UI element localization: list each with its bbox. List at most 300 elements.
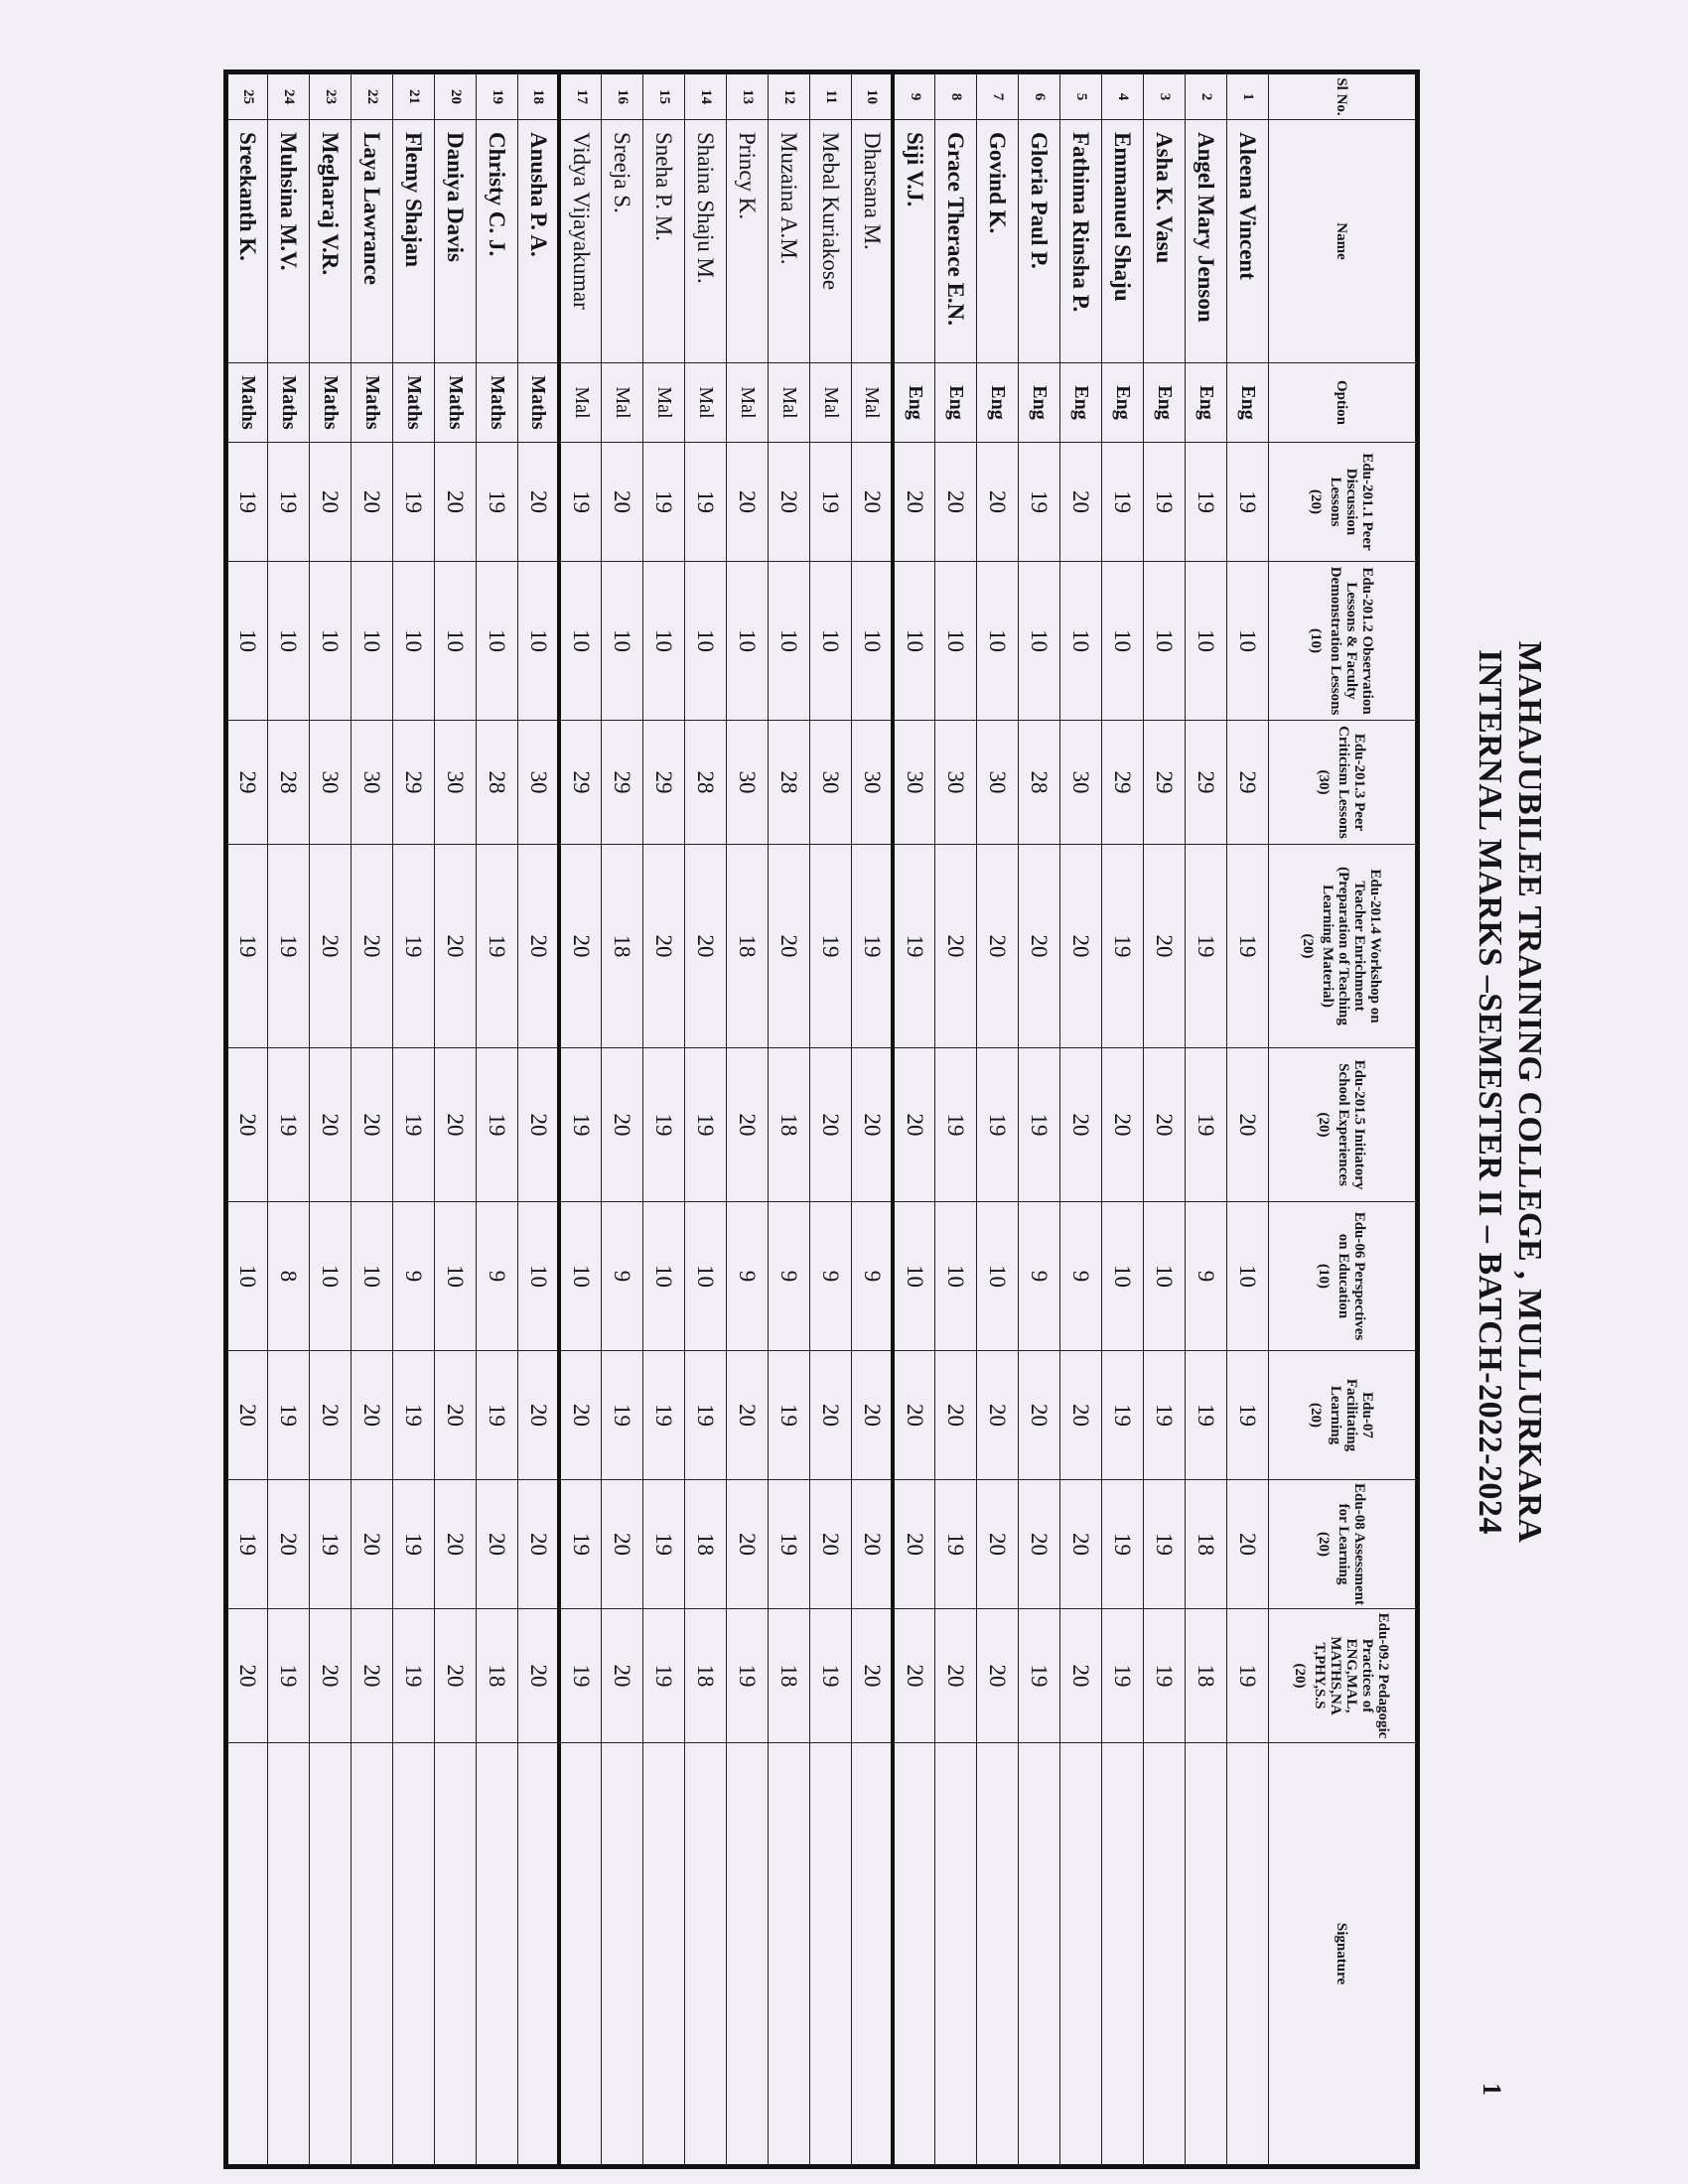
sl-number: 23 xyxy=(310,72,352,120)
mark-cell: 19 xyxy=(1227,1351,1269,1480)
mark-cell: 10 xyxy=(393,562,435,721)
sl-number: 18 xyxy=(518,72,560,120)
mark-cell: 20 xyxy=(727,1480,769,1609)
mark-cell: 19 xyxy=(1019,443,1060,562)
mark-cell: 20 xyxy=(643,845,685,1048)
mark-cell: 20 xyxy=(769,443,810,562)
col-max: (20) xyxy=(1300,933,1317,959)
mark-cell: 29 xyxy=(1227,721,1269,845)
mark-cell: 19 xyxy=(643,1048,685,1202)
mark-cell: 29 xyxy=(1102,721,1144,845)
mark-cell: 19 xyxy=(769,1351,810,1480)
mark-cell: 20 xyxy=(1060,1609,1102,1743)
sl-number: 20 xyxy=(435,72,477,120)
mark-cell: 20 xyxy=(1102,1048,1144,1202)
option: Mal xyxy=(560,363,602,443)
mark-cell: 19 xyxy=(477,443,518,562)
mark-cell: 20 xyxy=(977,1351,1019,1480)
signature-cell xyxy=(1227,1743,1269,2167)
col-header-edu-201-2 xyxy=(1269,562,1418,721)
mark-cell: 10 xyxy=(1060,562,1102,721)
mark-cell: 18 xyxy=(769,1048,810,1202)
table-row xyxy=(1060,72,1102,2167)
mark-cell: 20 xyxy=(310,1609,352,1743)
signature-cell xyxy=(1060,1743,1102,2167)
mark-cell: 19 xyxy=(1102,1351,1144,1480)
mark-cell: 19 xyxy=(1102,1480,1144,1609)
mark-cell: 19 xyxy=(810,845,852,1048)
mark-cell: 10 xyxy=(602,562,643,721)
mark-cell: 19 xyxy=(560,1609,602,1743)
marks-title: INTERNAL MARKS –SEMESTER II – BATCH-2022-2024 xyxy=(1472,649,1508,1535)
table-row xyxy=(352,72,393,2167)
mark-cell: 29 xyxy=(1186,721,1227,845)
mark-cell: 20 xyxy=(1060,1048,1102,1202)
signature-cell xyxy=(685,1743,727,2167)
mark-cell: 10 xyxy=(685,1202,727,1351)
student-name: Muzaina A.M. xyxy=(769,120,810,363)
signature-cell xyxy=(1186,1743,1227,2167)
mark-cell: 20 xyxy=(268,1480,310,1609)
mark-cell: 10 xyxy=(1227,562,1269,721)
mark-cell: 30 xyxy=(852,721,894,845)
col-title: Edu-201.1 Peer Discussion Lessons xyxy=(1328,453,1376,551)
mark-cell: 19 xyxy=(393,1609,435,1743)
mark-cell: 20 xyxy=(310,845,352,1048)
col-header-edu-06 xyxy=(1269,1202,1418,1351)
col-max: (10) xyxy=(1308,628,1325,653)
mark-cell: 20 xyxy=(518,1351,560,1480)
mark-cell: 30 xyxy=(1060,721,1102,845)
mark-cell: 10 xyxy=(894,562,935,721)
mark-cell: 20 xyxy=(435,1351,477,1480)
student-name: Asha K. Vasu xyxy=(1144,120,1186,363)
table-row xyxy=(852,72,894,2167)
mark-cell: 29 xyxy=(226,721,268,845)
option: Eng xyxy=(1144,363,1186,443)
internal-marks-table xyxy=(223,69,1420,2169)
col-header-signature: Signature xyxy=(1269,1743,1418,2167)
mark-cell: 10 xyxy=(352,1202,393,1351)
mark-cell: 20 xyxy=(1019,845,1060,1048)
mark-cell: 19 xyxy=(769,1480,810,1609)
signature-cell xyxy=(268,1743,310,2167)
mark-cell: 19 xyxy=(1102,1609,1144,1743)
col-max: (20) xyxy=(1316,1532,1333,1557)
option: Eng xyxy=(1102,363,1144,443)
table-row xyxy=(1186,72,1227,2167)
mark-cell: 29 xyxy=(602,721,643,845)
signature-cell xyxy=(810,1743,852,2167)
mark-cell: 19 xyxy=(226,845,268,1048)
student-name: Mebal Kuriakose xyxy=(810,120,852,363)
student-name: Flemy Shajan xyxy=(393,120,435,363)
col-max: (30) xyxy=(1316,769,1333,795)
mark-cell: 10 xyxy=(1186,562,1227,721)
mark-cell: 20 xyxy=(1060,845,1102,1048)
mark-cell: 9 xyxy=(769,1202,810,1351)
mark-cell: 10 xyxy=(268,562,310,721)
mark-cell: 20 xyxy=(852,1480,894,1609)
table-row xyxy=(769,72,810,2167)
mark-cell: 20 xyxy=(560,1351,602,1480)
mark-cell: 9 xyxy=(477,1202,518,1351)
signature-cell xyxy=(310,1743,352,2167)
mark-cell: 9 xyxy=(852,1202,894,1351)
mark-cell: 19 xyxy=(1144,1480,1186,1609)
mark-cell: 19 xyxy=(935,1480,977,1609)
mark-cell: 20 xyxy=(518,1048,560,1202)
mark-cell: 19 xyxy=(1019,1048,1060,1202)
col-title: Edu-09.2 Pedagogic Practices of ENG,MAL, MATHS,NA T,PHY,S.S xyxy=(1312,1612,1392,1739)
table-row xyxy=(1144,72,1186,2167)
sl-number: 24 xyxy=(268,72,310,120)
mark-cell: 10 xyxy=(1019,562,1060,721)
mark-cell: 20 xyxy=(226,1609,268,1743)
signature-cell xyxy=(393,1743,435,2167)
sl-number: 2 xyxy=(1186,72,1227,120)
sl-number: 21 xyxy=(393,72,435,120)
sl-number: 14 xyxy=(685,72,727,120)
header-row xyxy=(1269,72,1418,2167)
mark-cell: 20 xyxy=(602,1609,643,1743)
col-title: Edu-06 Perspectives on Education xyxy=(1336,1211,1368,1341)
mark-cell: 20 xyxy=(518,1480,560,1609)
mark-cell: 8 xyxy=(268,1202,310,1351)
col-max: (20) xyxy=(1316,1112,1333,1138)
mark-cell: 20 xyxy=(852,1609,894,1743)
signature-cell xyxy=(727,1743,769,2167)
mark-cell: 19 xyxy=(477,1351,518,1480)
mark-cell: 20 xyxy=(894,1609,935,1743)
mark-cell: 19 xyxy=(685,1048,727,1202)
mark-cell: 18 xyxy=(685,1480,727,1609)
table-row xyxy=(810,72,852,2167)
mark-cell: 30 xyxy=(894,721,935,845)
mark-cell: 20 xyxy=(977,1609,1019,1743)
mark-cell: 19 xyxy=(268,443,310,562)
mark-cell: 18 xyxy=(477,1609,518,1743)
table-row xyxy=(977,72,1019,2167)
mark-cell: 20 xyxy=(935,1609,977,1743)
mark-cell: 19 xyxy=(477,845,518,1048)
mark-cell: 20 xyxy=(1144,845,1186,1048)
sl-number: 12 xyxy=(769,72,810,120)
page-number: 1 xyxy=(1477,2083,1506,2096)
mark-cell: 29 xyxy=(643,721,685,845)
mark-cell: 18 xyxy=(1186,1480,1227,1609)
mark-cell: 18 xyxy=(1186,1609,1227,1743)
signature-cell xyxy=(477,1743,518,2167)
mark-cell: 30 xyxy=(518,721,560,845)
mark-cell: 10 xyxy=(1102,1202,1144,1351)
mark-cell: 20 xyxy=(894,1351,935,1480)
option: Eng xyxy=(935,363,977,443)
mark-cell: 10 xyxy=(477,562,518,721)
mark-cell: 30 xyxy=(935,721,977,845)
table-row xyxy=(1227,72,1269,2167)
mark-cell: 10 xyxy=(310,1202,352,1351)
mark-cell: 10 xyxy=(810,562,852,721)
mark-cell: 20 xyxy=(602,1480,643,1609)
mark-cell: 20 xyxy=(435,443,477,562)
mark-cell: 19 xyxy=(602,1351,643,1480)
sl-number: 6 xyxy=(1019,72,1060,120)
signature-cell xyxy=(852,1743,894,2167)
option: Eng xyxy=(977,363,1019,443)
option: Maths xyxy=(393,363,435,443)
option: Eng xyxy=(1186,363,1227,443)
mark-cell: 19 xyxy=(685,1351,727,1480)
mark-cell: 10 xyxy=(935,562,977,721)
mark-cell: 20 xyxy=(977,1480,1019,1609)
mark-cell: 19 xyxy=(268,845,310,1048)
option: Eng xyxy=(894,363,935,443)
mark-cell: 29 xyxy=(393,721,435,845)
option: Mal xyxy=(852,363,894,443)
mark-cell: 20 xyxy=(685,845,727,1048)
mark-cell: 20 xyxy=(352,1609,393,1743)
sl-number: 16 xyxy=(602,72,643,120)
col-header-name: Name xyxy=(1269,120,1418,363)
option: Mal xyxy=(727,363,769,443)
mark-cell: 20 xyxy=(352,845,393,1048)
mark-cell: 20 xyxy=(435,1609,477,1743)
mark-cell: 19 xyxy=(226,1480,268,1609)
student-name: Govind K. xyxy=(977,120,1019,363)
mark-cell: 19 xyxy=(935,1048,977,1202)
mark-cell: 19 xyxy=(1144,1609,1186,1743)
mark-cell: 20 xyxy=(518,1609,560,1743)
mark-cell: 20 xyxy=(935,443,977,562)
col-max: (10) xyxy=(1316,1264,1333,1289)
mark-cell: 20 xyxy=(935,1351,977,1480)
sl-number: 11 xyxy=(810,72,852,120)
mark-cell: 20 xyxy=(310,1351,352,1480)
mark-cell: 19 xyxy=(1227,845,1269,1048)
mark-cell: 10 xyxy=(727,562,769,721)
student-name: Dharsana M. xyxy=(852,120,894,363)
table-row xyxy=(393,72,435,2167)
sl-number: 25 xyxy=(226,72,268,120)
mark-cell: 20 xyxy=(226,1351,268,1480)
option: Maths xyxy=(477,363,518,443)
mark-cell: 19 xyxy=(1102,443,1144,562)
mark-cell: 20 xyxy=(1227,1048,1269,1202)
mark-cell: 10 xyxy=(894,1202,935,1351)
mark-cell: 20 xyxy=(560,845,602,1048)
mark-cell: 18 xyxy=(769,1609,810,1743)
student-name: Vidya Vijayakumar xyxy=(560,120,602,363)
signature-cell xyxy=(1102,1743,1144,2167)
mark-cell: 20 xyxy=(977,845,1019,1048)
mark-cell: 19 xyxy=(393,1048,435,1202)
sl-number: 1 xyxy=(1227,72,1269,120)
mark-cell: 20 xyxy=(1144,1048,1186,1202)
col-title: Edu-08 Assessment for Learning xyxy=(1336,1483,1368,1605)
mark-cell: 19 xyxy=(894,845,935,1048)
mark-cell: 20 xyxy=(810,1048,852,1202)
mark-cell: 19 xyxy=(643,443,685,562)
mark-cell: 10 xyxy=(685,562,727,721)
mark-cell: 28 xyxy=(1019,721,1060,845)
mark-cell: 19 xyxy=(643,1480,685,1609)
student-name: Grace Therace E.N. xyxy=(935,120,977,363)
mark-cell: 10 xyxy=(518,562,560,721)
mark-cell: 20 xyxy=(810,1480,852,1609)
student-name: Princy K. xyxy=(727,120,769,363)
mark-cell: 19 xyxy=(1102,845,1144,1048)
sl-number: 9 xyxy=(894,72,935,120)
mark-cell: 19 xyxy=(1227,1609,1269,1743)
option: Mal xyxy=(602,363,643,443)
signature-cell xyxy=(977,1743,1019,2167)
mark-cell: 20 xyxy=(1060,1480,1102,1609)
mark-cell: 19 xyxy=(643,1351,685,1480)
mark-cell: 20 xyxy=(435,1480,477,1609)
mark-cell: 19 xyxy=(685,443,727,562)
mark-cell: 20 xyxy=(477,1480,518,1609)
mark-cell: 28 xyxy=(268,721,310,845)
mark-cell: 28 xyxy=(477,721,518,845)
student-name: Sreekanth K. xyxy=(226,120,268,363)
col-header-edu-201-1 xyxy=(1269,443,1418,562)
mark-cell: 20 xyxy=(518,443,560,562)
option: Maths xyxy=(268,363,310,443)
sl-number: 5 xyxy=(1060,72,1102,120)
option: Maths xyxy=(435,363,477,443)
mark-cell: 20 xyxy=(935,845,977,1048)
signature-cell xyxy=(602,1743,643,2167)
option: Mal xyxy=(769,363,810,443)
signature-cell xyxy=(560,1743,602,2167)
signature-cell xyxy=(352,1743,393,2167)
mark-cell: 10 xyxy=(769,562,810,721)
mark-cell: 9 xyxy=(810,1202,852,1351)
mark-cell: 10 xyxy=(435,562,477,721)
option: Mal xyxy=(685,363,727,443)
mark-cell: 19 xyxy=(1186,443,1227,562)
col-title: Edu-201.5 Initiatory School Experiences xyxy=(1336,1059,1368,1190)
mark-cell: 19 xyxy=(727,1609,769,1743)
mark-cell: 19 xyxy=(1186,1351,1227,1480)
mark-cell: 20 xyxy=(810,1351,852,1480)
mark-cell: 9 xyxy=(393,1202,435,1351)
signature-cell xyxy=(935,1743,977,2167)
sl-number: 8 xyxy=(935,72,977,120)
mark-cell: 9 xyxy=(1060,1202,1102,1351)
mark-cell: 20 xyxy=(1019,1351,1060,1480)
mark-cell: 19 xyxy=(643,1609,685,1743)
student-name: Sneha P. M. xyxy=(643,120,685,363)
col-max: (20) xyxy=(1292,1663,1309,1689)
mark-cell: 19 xyxy=(226,443,268,562)
mark-cell: 20 xyxy=(602,443,643,562)
col-header-edu-08 xyxy=(1269,1480,1418,1609)
table-row xyxy=(643,72,685,2167)
col-title: Edu-201.3 Peer Criticism Lessons xyxy=(1336,726,1368,839)
col-max: (20) xyxy=(1308,489,1325,514)
mark-cell: 20 xyxy=(310,1048,352,1202)
mark-cell: 20 xyxy=(310,443,352,562)
mark-cell: 20 xyxy=(852,443,894,562)
mark-cell: 20 xyxy=(852,1048,894,1202)
mark-cell: 20 xyxy=(352,443,393,562)
option: Mal xyxy=(810,363,852,443)
mark-cell: 10 xyxy=(518,1202,560,1351)
mark-cell: 20 xyxy=(1060,443,1102,562)
student-name: Fathima Rinsha P. xyxy=(1060,120,1102,363)
table-row xyxy=(1019,72,1060,2167)
mark-cell: 19 xyxy=(810,443,852,562)
signature-cell xyxy=(769,1743,810,2167)
student-name: Muhsina M.V. xyxy=(268,120,310,363)
mark-cell: 19 xyxy=(810,1609,852,1743)
mark-cell: 19 xyxy=(1144,1351,1186,1480)
col-header-edu-07 xyxy=(1269,1351,1418,1480)
mark-cell: 19 xyxy=(268,1609,310,1743)
sl-number: 13 xyxy=(727,72,769,120)
mark-cell: 30 xyxy=(310,721,352,845)
college-title: MAHAJUBILEE TRAINING COLLEGE , MULLURKARA xyxy=(1511,640,1548,1544)
mark-cell: 19 xyxy=(393,443,435,562)
mark-cell: 18 xyxy=(602,845,643,1048)
mark-cell: 20 xyxy=(518,845,560,1048)
mark-cell: 10 xyxy=(643,562,685,721)
mark-cell: 10 xyxy=(1144,1202,1186,1351)
mark-cell: 10 xyxy=(226,562,268,721)
mark-cell: 10 xyxy=(935,1202,977,1351)
option: Mal xyxy=(643,363,685,443)
sl-number: 4 xyxy=(1102,72,1144,120)
table-row xyxy=(435,72,477,2167)
table-row xyxy=(1102,72,1144,2167)
mark-cell: 19 xyxy=(268,1048,310,1202)
sl-number: 19 xyxy=(477,72,518,120)
table-row xyxy=(602,72,643,2167)
table-row xyxy=(727,72,769,2167)
mark-cell: 20 xyxy=(727,1351,769,1480)
mark-cell: 19 xyxy=(1186,1048,1227,1202)
mark-cell: 19 xyxy=(393,1351,435,1480)
signature-cell xyxy=(1019,1743,1060,2167)
option: Maths xyxy=(518,363,560,443)
mark-cell: 19 xyxy=(1227,443,1269,562)
option: Maths xyxy=(352,363,393,443)
signature-cell xyxy=(435,1743,477,2167)
mark-cell: 20 xyxy=(1019,1480,1060,1609)
mark-cell: 20 xyxy=(727,443,769,562)
mark-cell: 10 xyxy=(435,1202,477,1351)
option: Eng xyxy=(1060,363,1102,443)
mark-cell: 20 xyxy=(1060,1351,1102,1480)
mark-cell: 10 xyxy=(852,562,894,721)
mark-cell: 9 xyxy=(1186,1202,1227,1351)
mark-cell: 10 xyxy=(310,562,352,721)
mark-cell: 19 xyxy=(1019,1609,1060,1743)
mark-cell: 20 xyxy=(769,845,810,1048)
student-name: Shaina Shaju M. xyxy=(685,120,727,363)
student-name: Siji V.J. xyxy=(894,120,935,363)
table-row xyxy=(518,72,560,2167)
mark-cell: 10 xyxy=(560,562,602,721)
option: Maths xyxy=(310,363,352,443)
mark-cell: 30 xyxy=(727,721,769,845)
table-row xyxy=(477,72,518,2167)
mark-cell: 19 xyxy=(393,845,435,1048)
student-name: Daniya Davis xyxy=(435,120,477,363)
mark-cell: 10 xyxy=(1102,562,1144,721)
